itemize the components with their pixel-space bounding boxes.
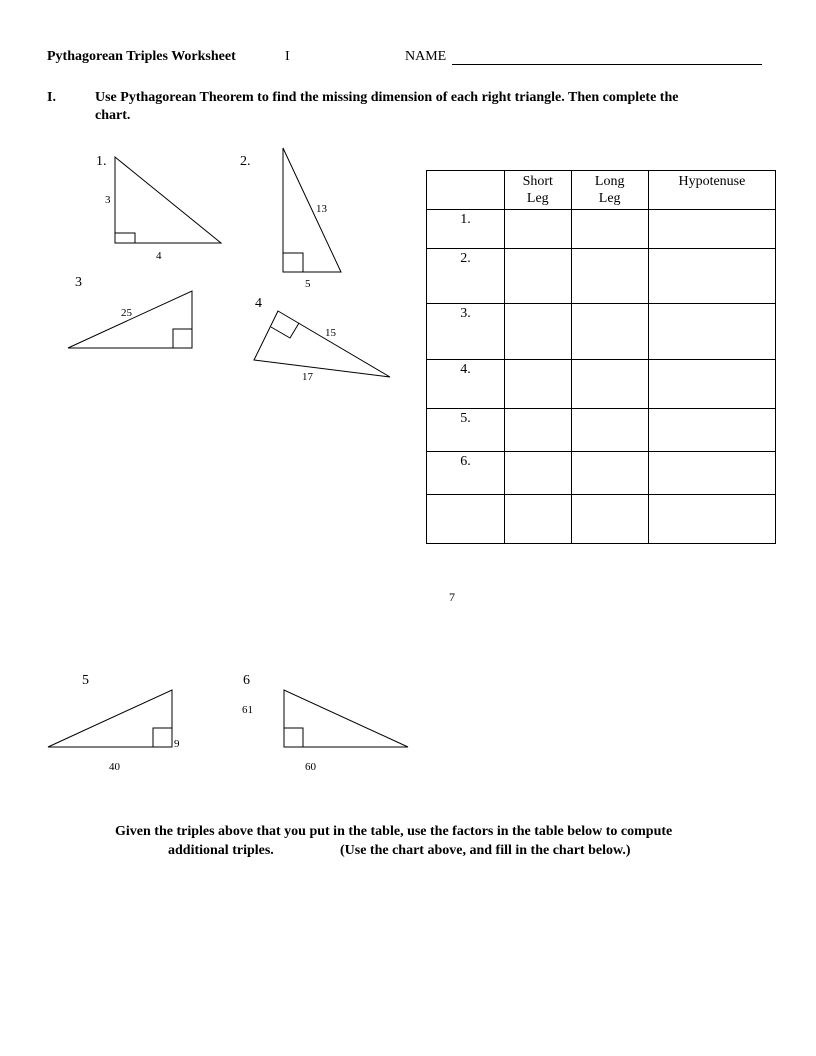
row-label: 5. bbox=[427, 409, 505, 452]
short-leg-cell[interactable] bbox=[505, 360, 571, 409]
triangle-6-label: 6 bbox=[243, 673, 250, 688]
triangle-4-hypotenuse: 17 bbox=[302, 371, 313, 383]
section-label: I bbox=[285, 49, 290, 64]
chart-header-row bbox=[427, 171, 776, 210]
triangle-5-leg-a: 40 bbox=[109, 761, 120, 773]
right-angle-mark-6 bbox=[284, 728, 303, 747]
name-label: NAME bbox=[405, 49, 447, 64]
bottom-instruction-line-1: Given the triples above that you put in the table, use the factors in the table below to compute bbox=[115, 824, 673, 839]
stray-label-7: 7 bbox=[449, 590, 455, 604]
row-label bbox=[427, 495, 505, 544]
hypotenuse-cell[interactable] bbox=[648, 304, 775, 360]
row-label: 6. bbox=[427, 452, 505, 495]
instruction-line-2: chart. bbox=[95, 108, 131, 123]
triangle-3-hypotenuse: 25 bbox=[121, 307, 132, 319]
bottom-instruction-line-2a: additional triples. bbox=[168, 843, 274, 858]
short-leg-cell[interactable] bbox=[505, 452, 571, 495]
long-leg-cell[interactable] bbox=[571, 409, 648, 452]
triangle-5-leg-b: 9 bbox=[174, 738, 180, 750]
triangle-4 bbox=[254, 311, 390, 377]
long-leg-cell[interactable] bbox=[571, 304, 648, 360]
hypotenuse-cell[interactable] bbox=[648, 210, 775, 249]
triangle-6-hypotenuse: 61 bbox=[242, 704, 253, 716]
row-label: 1. bbox=[427, 210, 505, 249]
long-leg-cell[interactable] bbox=[571, 249, 648, 304]
triangle-6-leg: 60 bbox=[305, 761, 316, 773]
table-row bbox=[427, 304, 776, 360]
right-angle-mark-1 bbox=[115, 233, 135, 243]
row-label: 3. bbox=[427, 304, 505, 360]
table-row bbox=[427, 360, 776, 409]
chart-header-blank bbox=[427, 171, 505, 210]
right-angle-mark-2 bbox=[283, 253, 303, 272]
table-row bbox=[427, 210, 776, 249]
table-row bbox=[427, 452, 776, 495]
row-label: 4. bbox=[427, 360, 505, 409]
hypotenuse-cell[interactable] bbox=[648, 249, 775, 304]
hypotenuse-cell[interactable] bbox=[648, 495, 775, 544]
triangle-5-label: 5 bbox=[82, 673, 89, 688]
short-leg-cell[interactable] bbox=[505, 409, 571, 452]
short-leg-heading: Short Leg bbox=[522, 174, 553, 206]
triangle-1 bbox=[115, 157, 221, 243]
chart-header-short-leg bbox=[505, 171, 571, 210]
part-numeral: I. bbox=[47, 90, 56, 105]
hypotenuse-cell[interactable] bbox=[648, 452, 775, 495]
short-leg-cell[interactable] bbox=[505, 249, 571, 304]
table-row bbox=[427, 495, 776, 544]
triangle-3-label: 3 bbox=[75, 275, 82, 290]
triples-chart bbox=[426, 170, 776, 544]
right-angle-mark-5 bbox=[153, 728, 172, 747]
short-leg-cell[interactable] bbox=[505, 495, 571, 544]
triangle-2-leg: 5 bbox=[305, 278, 311, 290]
long-leg-cell[interactable] bbox=[571, 452, 648, 495]
triangle-2-label: 2. bbox=[240, 154, 251, 169]
right-angle-mark-3 bbox=[173, 329, 192, 348]
table-row bbox=[427, 249, 776, 304]
worksheet-title: Pythagorean Triples Worksheet bbox=[47, 49, 236, 64]
short-leg-cell[interactable] bbox=[505, 210, 571, 249]
right-angle-mark-4 bbox=[271, 323, 299, 338]
bottom-instruction-line-2b: (Use the chart above, and fill in the chart below.) bbox=[340, 843, 631, 858]
long-leg-cell[interactable] bbox=[571, 210, 648, 249]
hypotenuse-cell[interactable] bbox=[648, 409, 775, 452]
chart-header-hypotenuse: Hypotenuse bbox=[648, 171, 775, 210]
triangle-2-hypotenuse: 13 bbox=[316, 203, 327, 215]
triangle-1-leg-a: 3 bbox=[105, 194, 111, 206]
hypotenuse-cell[interactable] bbox=[648, 360, 775, 409]
long-leg-heading: Long Leg bbox=[594, 174, 625, 206]
triangle-1-label: 1. bbox=[96, 154, 107, 169]
triangle-4-label: 4 bbox=[255, 296, 262, 311]
instruction-line-1: Use Pythagorean Theorem to find the missing dimension of each right triangle. Then complete the bbox=[95, 90, 679, 105]
row-label: 2. bbox=[427, 249, 505, 304]
triangle-4-leg: 15 bbox=[325, 327, 336, 339]
chart-header-long-leg bbox=[571, 171, 648, 210]
short-leg-cell[interactable] bbox=[505, 304, 571, 360]
long-leg-cell[interactable] bbox=[571, 495, 648, 544]
table-row bbox=[427, 409, 776, 452]
triangle-1-leg-b: 4 bbox=[156, 250, 162, 262]
long-leg-cell[interactable] bbox=[571, 360, 648, 409]
